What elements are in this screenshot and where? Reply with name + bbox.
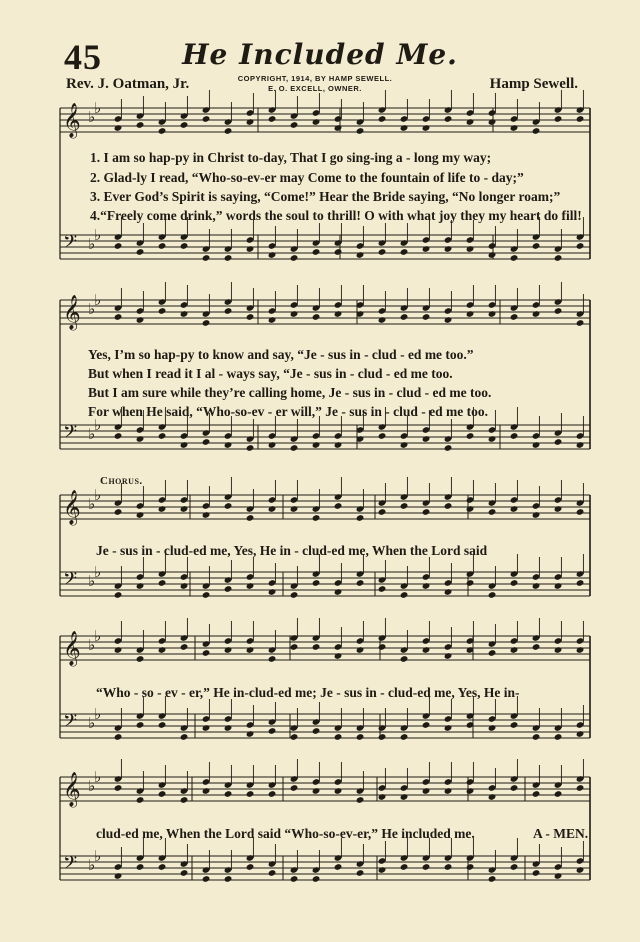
notehead — [158, 790, 167, 798]
notehead — [246, 790, 255, 798]
notehead — [576, 646, 585, 654]
notehead — [136, 796, 145, 804]
notehead — [224, 585, 233, 593]
system5-lyric: clud-ed me, When the Lord said “Who-so-ev-er,” He included me. — [96, 826, 475, 841]
notehead — [202, 875, 211, 883]
key-signature-flat-icon: ♭ — [94, 847, 102, 865]
key-signature-flat-icon: ♭ — [88, 235, 96, 253]
key-signature-flat-icon: ♭ — [88, 108, 96, 126]
notehead — [400, 733, 409, 741]
notehead — [356, 251, 365, 259]
notehead — [246, 444, 255, 452]
notehead — [268, 790, 277, 798]
notehead — [400, 502, 409, 510]
notehead — [488, 310, 497, 318]
system1-verse-4: 4.“Freely come drink,” words the soul to thrill! O with what joy they my heart do fill! — [90, 208, 582, 223]
treble-clef-icon: 𝄞 — [63, 772, 81, 807]
notehead — [422, 582, 431, 590]
copyright-line-2: E. O. EXCELL, OWNER. — [268, 84, 362, 93]
notehead — [444, 863, 453, 871]
notehead — [136, 248, 145, 256]
notehead — [444, 115, 453, 123]
notehead — [510, 505, 519, 513]
notehead — [312, 579, 321, 587]
notehead — [510, 646, 519, 654]
notehead — [444, 787, 453, 795]
notehead — [202, 438, 211, 446]
key-signature-flat-icon: ♭ — [94, 291, 102, 309]
notehead — [334, 588, 343, 596]
copyright-line-1: COPYRIGHT, 1914, BY HAMP SEWELL. — [237, 74, 393, 83]
notehead — [444, 588, 453, 596]
notehead — [312, 514, 321, 522]
notehead — [180, 310, 189, 318]
notehead — [422, 245, 431, 253]
notehead — [378, 508, 387, 516]
notehead — [378, 866, 387, 874]
composer: Hamp Sewell. — [489, 76, 578, 92]
key-signature-flat-icon: ♭ — [88, 777, 96, 795]
notehead — [334, 248, 343, 256]
notehead — [180, 796, 189, 804]
notehead — [510, 863, 519, 871]
notehead — [422, 787, 431, 795]
system1-verse-3: 3. Ever God’s Spirit is saying, “Come!” Hear the Bride saying, “No longer roam;” — [90, 189, 561, 204]
notehead — [224, 646, 233, 654]
treble-clef-icon: 𝄞 — [63, 490, 81, 525]
notehead — [158, 127, 167, 135]
notehead — [290, 643, 299, 651]
notehead — [444, 652, 453, 660]
notehead — [224, 441, 233, 449]
notehead — [576, 579, 585, 587]
notehead — [510, 579, 519, 587]
notehead — [576, 115, 585, 123]
notehead — [268, 655, 277, 663]
notehead — [246, 582, 255, 590]
notehead — [114, 872, 123, 880]
notehead — [510, 124, 519, 132]
key-signature-flat-icon: ♭ — [88, 714, 96, 732]
notehead — [202, 254, 211, 262]
notehead — [312, 248, 321, 256]
notehead — [444, 245, 453, 253]
notehead — [136, 721, 145, 729]
notehead — [466, 245, 475, 253]
notehead — [532, 790, 541, 798]
system2-verse-2: But when I read it I al - ways say, “Je - sus in - clud - ed me too. — [88, 366, 453, 381]
notehead — [422, 124, 431, 132]
notehead — [268, 115, 277, 123]
notehead — [290, 591, 299, 599]
bass-clef-icon: 𝄢 — [63, 422, 78, 447]
lyricist: Rev. J. Oatman, Jr. — [66, 76, 190, 92]
notehead — [488, 435, 497, 443]
notehead — [422, 508, 431, 516]
notehead — [532, 733, 541, 741]
notehead — [158, 863, 167, 871]
notehead — [378, 248, 387, 256]
notehead — [114, 432, 123, 440]
notehead — [334, 733, 343, 741]
notehead — [554, 790, 563, 798]
notehead — [400, 863, 409, 871]
notehead — [180, 582, 189, 590]
notehead — [356, 514, 365, 522]
notehead — [312, 118, 321, 126]
notehead — [334, 502, 343, 510]
notehead — [224, 724, 233, 732]
notehead — [158, 579, 167, 587]
notehead — [554, 582, 563, 590]
notehead — [224, 307, 233, 315]
notehead — [334, 441, 343, 449]
notehead — [224, 502, 233, 510]
system4-lyric: “Who - so - ev - er,” He in-clud-ed me; Je - sus in - clud-ed me, Yes, He in- — [96, 685, 520, 700]
notehead — [202, 319, 211, 327]
notehead — [290, 444, 299, 452]
notehead — [356, 127, 365, 135]
notehead — [268, 588, 277, 596]
system3-lyric: Je - sus in - clud-ed me, Yes, He in - clud-ed me, When the Lord said — [96, 543, 488, 558]
key-signature-flat-icon: ♭ — [88, 572, 96, 590]
notehead — [554, 733, 563, 741]
notehead — [334, 787, 343, 795]
notehead — [290, 121, 299, 129]
key-signature-flat-icon: ♭ — [94, 99, 102, 117]
notehead — [180, 505, 189, 513]
notehead — [532, 582, 541, 590]
notehead — [532, 441, 541, 449]
bass-clef-icon: 𝄢 — [63, 853, 78, 878]
notehead — [180, 441, 189, 449]
notehead — [400, 793, 409, 801]
key-signature-flat-icon: ♭ — [94, 768, 102, 786]
notehead — [510, 432, 519, 440]
notehead — [378, 793, 387, 801]
notehead — [158, 505, 167, 513]
treble-clef-icon: 𝄞 — [63, 631, 81, 666]
notehead — [312, 643, 321, 651]
notehead — [400, 591, 409, 599]
notehead — [532, 310, 541, 318]
notehead — [224, 127, 233, 135]
notehead — [224, 875, 233, 883]
notehead — [180, 643, 189, 651]
notehead — [268, 727, 277, 735]
notehead — [554, 872, 563, 880]
notehead — [268, 441, 277, 449]
notehead — [378, 115, 387, 123]
notehead — [246, 118, 255, 126]
notehead — [378, 733, 387, 741]
notehead — [488, 118, 497, 126]
treble-clef-icon: 𝄞 — [63, 103, 81, 138]
notehead — [114, 784, 123, 792]
notehead — [114, 591, 123, 599]
hymn-number: 45 — [64, 37, 102, 77]
key-signature-flat-icon: ♭ — [88, 300, 96, 318]
key-signature-flat-icon: ♭ — [94, 226, 102, 244]
system2-verse-4: For when He said, “Who-so-ev - er will,” Je - sus in - clud - ed me too. — [88, 404, 488, 419]
notehead — [576, 319, 585, 327]
notehead — [334, 310, 343, 318]
notehead — [202, 115, 211, 123]
bass-clef-icon: 𝄢 — [63, 232, 78, 257]
notehead — [466, 118, 475, 126]
notehead — [246, 245, 255, 253]
hymn-title: He Included Me. — [182, 38, 458, 71]
notehead — [246, 646, 255, 654]
notehead — [532, 869, 541, 877]
notehead — [136, 511, 145, 519]
treble-clef-icon: 𝄞 — [63, 295, 81, 330]
amen-lyric: A - MEN. — [533, 826, 589, 841]
notehead — [444, 444, 453, 452]
notehead — [510, 721, 519, 729]
system2-verse-1: Yes, I’m so hap-py to know and say, “Je - sus in - clud - ed me too.” — [88, 347, 474, 362]
notehead — [532, 511, 541, 519]
notehead — [136, 435, 145, 443]
notehead — [554, 646, 563, 654]
key-signature-flat-icon: ♭ — [88, 495, 96, 513]
notehead — [554, 254, 563, 262]
notehead — [246, 313, 255, 321]
notehead — [400, 655, 409, 663]
notehead — [290, 875, 299, 883]
notehead — [290, 505, 299, 513]
notehead — [334, 863, 343, 871]
notehead — [136, 863, 145, 871]
notehead — [114, 508, 123, 516]
notehead — [378, 585, 387, 593]
notehead — [158, 307, 167, 315]
notehead — [422, 721, 431, 729]
notehead — [114, 313, 123, 321]
notehead — [378, 643, 387, 651]
notehead — [158, 646, 167, 654]
notehead — [114, 646, 123, 654]
key-signature-flat-icon: ♭ — [94, 705, 102, 723]
notehead — [488, 724, 497, 732]
notehead — [488, 875, 497, 883]
notehead — [246, 863, 255, 871]
notehead — [356, 646, 365, 654]
notehead — [290, 733, 299, 741]
system1-verse-2: 2. Glad-ly I read, “Who-so-ev-er may Come to the fountain of life to - day;” — [90, 170, 524, 185]
notehead — [246, 730, 255, 738]
notehead — [466, 432, 475, 440]
notehead — [422, 646, 431, 654]
notehead — [554, 307, 563, 315]
notehead — [488, 251, 497, 259]
key-signature-flat-icon: ♭ — [88, 425, 96, 443]
bass-clef-icon: 𝄢 — [63, 711, 78, 736]
notehead — [312, 441, 321, 449]
notehead — [488, 508, 497, 516]
notehead — [202, 787, 211, 795]
notehead — [268, 505, 277, 513]
notehead — [290, 254, 299, 262]
notehead — [444, 724, 453, 732]
notehead — [466, 787, 475, 795]
notehead — [334, 124, 343, 132]
notehead — [444, 502, 453, 510]
notehead — [378, 316, 387, 324]
notehead — [400, 248, 409, 256]
notehead — [180, 733, 189, 741]
notehead — [268, 251, 277, 259]
notehead — [532, 127, 541, 135]
notehead — [268, 316, 277, 324]
notehead — [312, 787, 321, 795]
notehead — [180, 242, 189, 250]
notehead — [466, 579, 475, 587]
notehead — [312, 727, 321, 735]
notehead — [136, 121, 145, 129]
notehead — [290, 784, 299, 792]
notehead — [356, 796, 365, 804]
notehead — [158, 721, 167, 729]
notehead — [114, 124, 123, 132]
notehead — [466, 863, 475, 871]
notehead — [356, 869, 365, 877]
notehead — [136, 316, 145, 324]
notehead — [202, 511, 211, 519]
key-signature-flat-icon: ♭ — [94, 416, 102, 434]
notehead — [510, 254, 519, 262]
notehead — [114, 242, 123, 250]
notehead — [488, 793, 497, 801]
notehead — [576, 441, 585, 449]
notehead — [136, 655, 145, 663]
notehead — [202, 649, 211, 657]
notehead — [136, 582, 145, 590]
notehead — [180, 869, 189, 877]
notehead — [510, 784, 519, 792]
notehead — [466, 505, 475, 513]
notehead — [158, 242, 167, 250]
chorus-label: Chorus. — [100, 475, 143, 487]
notehead — [356, 579, 365, 587]
notehead — [312, 875, 321, 883]
notehead — [246, 514, 255, 522]
key-signature-flat-icon: ♭ — [88, 636, 96, 654]
notehead — [268, 869, 277, 877]
notehead — [356, 733, 365, 741]
notehead — [290, 310, 299, 318]
notehead — [532, 242, 541, 250]
key-signature-flat-icon: ♭ — [94, 627, 102, 645]
notehead — [224, 790, 233, 798]
notehead — [422, 435, 431, 443]
notehead — [114, 733, 123, 741]
notehead — [488, 649, 497, 657]
notehead — [576, 730, 585, 738]
notehead — [224, 254, 233, 262]
notehead — [576, 866, 585, 874]
notehead — [488, 591, 497, 599]
notehead — [158, 432, 167, 440]
system2-verse-3: But I am sure while they’re calling home, Je - sus in - clud - ed me too. — [88, 385, 492, 400]
notehead — [532, 643, 541, 651]
notehead — [400, 441, 409, 449]
notehead — [180, 121, 189, 129]
notehead — [334, 652, 343, 660]
key-signature-flat-icon: ♭ — [94, 486, 102, 504]
notehead — [554, 115, 563, 123]
bass-clef-icon: 𝄢 — [63, 569, 78, 594]
notehead — [312, 313, 321, 321]
notehead — [576, 784, 585, 792]
notehead — [202, 724, 211, 732]
notehead — [466, 310, 475, 318]
notehead — [400, 124, 409, 132]
notehead — [510, 313, 519, 321]
notehead — [554, 505, 563, 513]
notehead — [444, 316, 453, 324]
notehead — [554, 438, 563, 446]
notehead — [378, 432, 387, 440]
notehead — [576, 508, 585, 516]
system1-verse-1: 1. I am so hap-py in Christ to-day, That I go sing-ing a - long my way; — [90, 150, 492, 165]
notehead — [202, 591, 211, 599]
notehead — [422, 863, 431, 871]
key-signature-flat-icon: ♭ — [88, 856, 96, 874]
notehead — [400, 313, 409, 321]
key-signature-flat-icon: ♭ — [94, 563, 102, 581]
notehead — [576, 242, 585, 250]
notehead — [422, 313, 431, 321]
